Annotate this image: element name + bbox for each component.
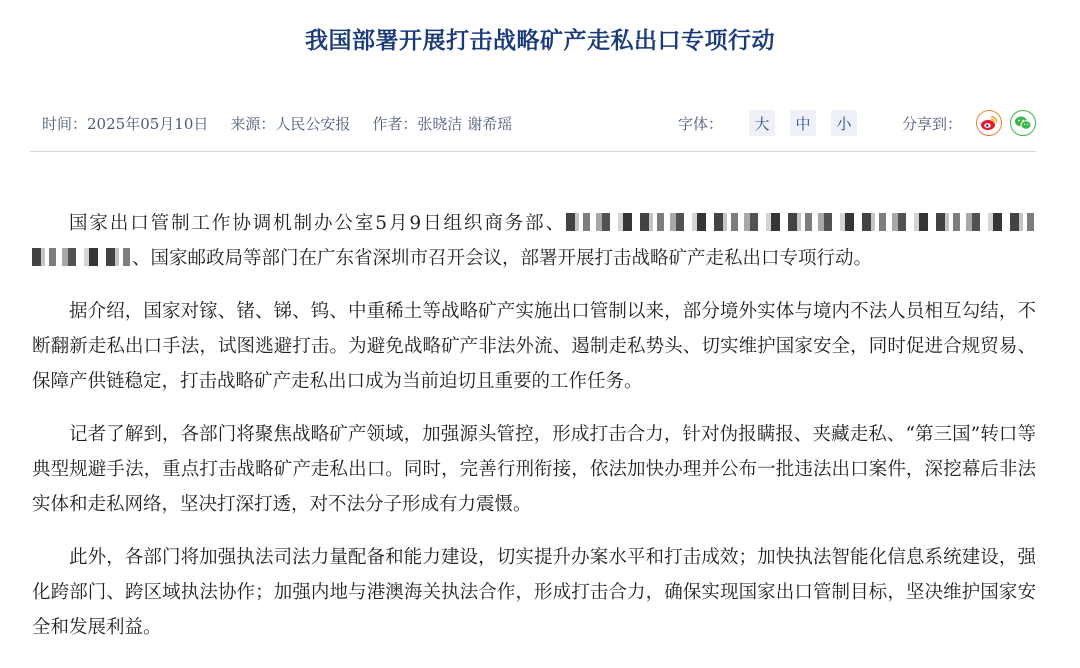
font-medium-button[interactable]: 中 xyxy=(790,110,816,136)
paragraph-3: 记者了解到，各部门将聚焦战略矿产领域，加强源头管控，形成打击合力，针对伪报瞒报、夹藏走私、“第三国”转口等典型规避手法，重点打击战略矿产走私出口。同时，完善行刑衔接，依法加快办理并公布一批违法出口案件，深挖幕后非法实体和走私网络，坚决打深打透，对不法分子形成有力震慑。 xyxy=(32,424,1036,515)
article-title: 我国部署开展打击战略矿产走私出口专项行动 xyxy=(305,27,775,54)
source-value: 人民公安报 xyxy=(275,115,351,133)
font-size-control xyxy=(678,108,872,138)
paragraph-1-start: 国家出口管制工作协调机制办公室5月9日组织商务部、 xyxy=(69,213,566,234)
article-body xyxy=(32,206,1036,663)
time-value: 2025年05月10日 xyxy=(87,115,209,133)
weibo-icon[interactable] xyxy=(976,110,1002,136)
author-value: 张晓洁 谢希瑶 xyxy=(417,115,513,133)
share-label: 分享到： xyxy=(901,114,962,133)
paragraph-4: 此外，各部门将加强执法司法力量配备和能力建设，切实提升办案水平和打击成效；加快执法智能化信息系统建设，强化跨部门、跨区域执法协作；加强内地与港澳海关执法合作，形成打击合力，确保实现国家出口管制目标，坚决维护国家安全和发展利益。 xyxy=(32,547,1036,638)
paragraph-2: 据介绍，国家对镓、锗、锑、钨、中重稀土等战略矿产实施出口管制以来，部分境外实体与境内不法人员相互勾结，不断翻新走私出口手法，试图逃避打击。为避免战略矿产非法外流、遏制走私势头、切实维护国家安全，同时促进合规贸易、保障产供链稳定，打击战略矿产走私出口成为当前迫切且重要的工作任务。 xyxy=(32,301,1036,392)
paragraph-1 xyxy=(32,206,1036,276)
source-label: 来源： xyxy=(230,115,276,133)
author-label: 作者： xyxy=(372,115,418,133)
wechat-icon[interactable] xyxy=(1010,110,1036,136)
share-bar xyxy=(902,108,1036,138)
font-size-label: 字体： xyxy=(678,114,724,133)
redacted-text xyxy=(566,213,1036,231)
time-label: 时间： xyxy=(42,115,88,133)
paragraph-1-end: 、国家邮政局等部门在广东省深圳市召开会议，部署开展打击战略矿产走私出口专项行动。 xyxy=(132,248,873,269)
font-small-button[interactable]: 小 xyxy=(831,110,857,136)
font-large-button[interactable]: 大 xyxy=(749,110,775,136)
article-meta xyxy=(42,108,1036,138)
redacted-text xyxy=(32,248,132,266)
meta-divider xyxy=(30,151,1036,152)
meta-info xyxy=(42,113,512,134)
